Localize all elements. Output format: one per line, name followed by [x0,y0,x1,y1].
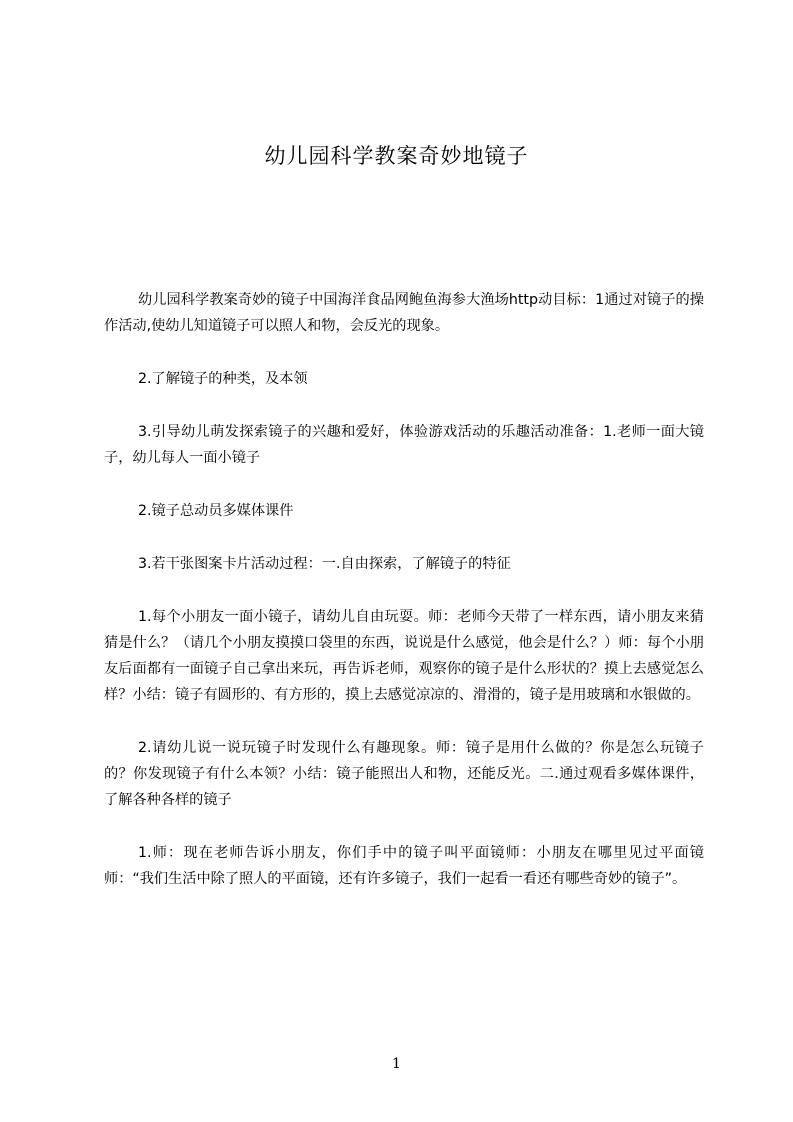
paragraph-2: 2.了解镜子的种类，及本领 [138,371,308,387]
page-number: 1 [392,1056,401,1072]
document-title: 幼儿园科学教案奇妙地镜子 [264,144,529,168]
paragraph-3: 3.引导幼儿萌发探索镜子的兴趣和爱好，体验游戏活动的乐趣活动准备：1.老师一面大镜子，幼儿每人一面小镜子 [104,424,704,466]
paragraph-5: 3.若干张图案卡片活动过程：一.自由探索，了解镜子的特征 [138,556,511,572]
document-body [104,287,704,919]
paragraph-7: 2.请幼儿说一说玩镜子时发现什么有趣现象。师：镜子是用什么做的？你是怎么玩镜子的？你发现镜子有什么本领？小结：镜子能照出人和物，还能反光。二.通过观看多媒体课件，了解各种各样的镜子 [104,740,704,808]
paragraph-6: 1.每个小朋友一面小镜子，请幼儿自由玩耍。师：老师今天带了一样东西，请小朋友来猜猜是什么？（请几个小朋友摸摸口袋里的东西，说说是什么感觉，他会是什么？）师：每个小朋友后面都有一面镜子自己拿出来玩，再告诉老师，观察你的镜子是什么形状的？摸上去感觉怎么样？小结：镜子有圆形的、有方形的，摸上去感觉凉凉的、滑滑的，镜子是用玻璃和水银做的。 [104,609,704,703]
paragraph-1: 幼儿园科学教案奇妙的镜子中国海洋食品网鲍鱼海参大渔场http动目标：1通过对镜子的操作活动,使幼儿知道镜子可以照人和物，会反光的现象。 [104,292,704,334]
paragraph-4: 2.镜子总动员多媒体课件 [138,503,294,519]
paragraph-8: 1.师：现在老师告诉小朋友，你们手中的镜子叫平面镜师：小朋友在哪里见过平面镜师：“我们生活中除了照人的平面镜，还有许多镜子，我们一起看一看还有哪些奇妙的镜子”。 [104,845,704,887]
